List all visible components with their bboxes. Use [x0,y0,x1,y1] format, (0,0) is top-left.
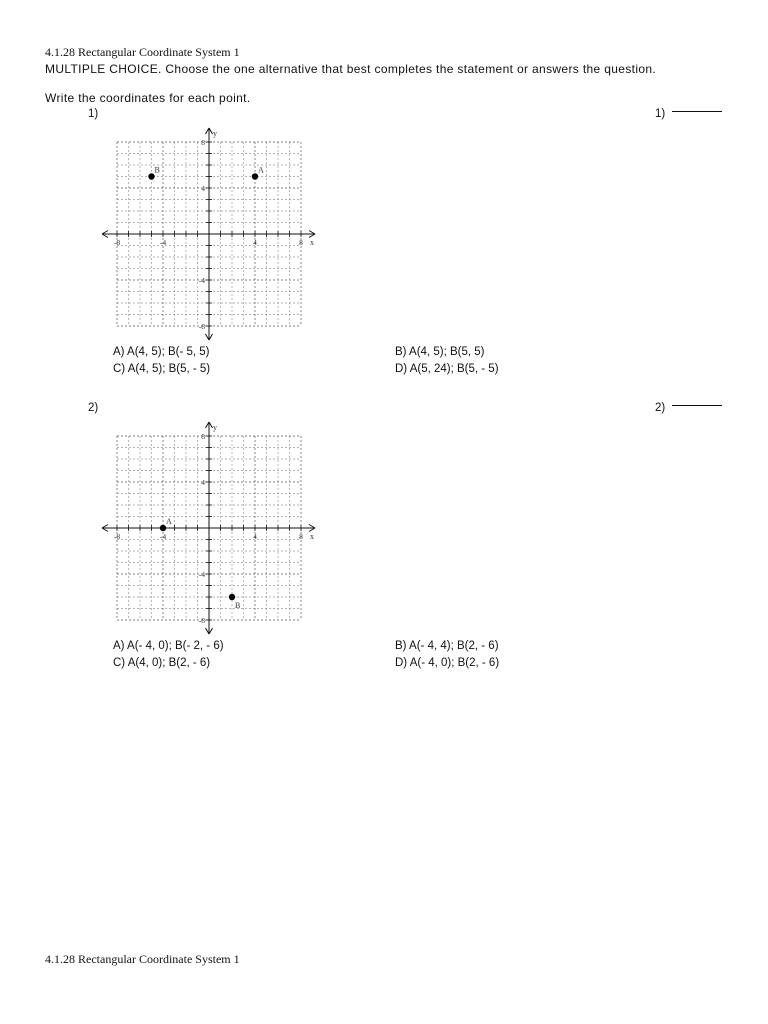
x-tick-label: -4 [159,238,167,247]
y-tick-label: 8 [201,432,205,441]
x-tick-label: 4 [253,238,257,247]
y-axis-label: y [213,423,217,432]
coordinate-graph-2 [100,418,322,638]
answer-2-blank[interactable] [672,405,722,406]
answer-1-number: 1) [655,108,666,120]
point-b [229,594,235,600]
y-tick-label: -8 [198,616,205,625]
x-tick-label: 8 [299,238,303,247]
question-1-number: 1) [88,108,99,120]
instructions-text: MULTIPLE CHOICE. Choose the one alternative that best completes the statement or answers the question. [45,62,657,76]
question-1-choice-b[interactable]: B) A(4, 5); B(5, 5) [395,346,485,358]
question-2-number: 2) [88,402,99,414]
x-tick-label: -4 [159,532,167,541]
point-label-b: B [235,601,241,610]
y-tick-label: 4 [201,184,205,193]
question-2-choice-a[interactable]: A) A(- 4, 0); B(- 2, - 6) [113,640,224,652]
x-axis-label: x [310,532,314,541]
question-prompt: Write the coordinates for each point. [45,91,251,105]
question-2-choice-d[interactable]: D) A(- 4, 0); B(2, - 6) [395,657,500,669]
x-tick-label: -8 [113,532,121,541]
x-axis-label: x [310,238,314,247]
x-tick-label: 4 [253,532,257,541]
point-label-a: A [258,165,264,175]
question-1-choice-c[interactable]: C) A(4, 5); B(5, - 5) [113,363,211,375]
point-label-b: B [154,165,160,175]
question-1-choice-d[interactable]: D) A(5, 24); B(5, - 5) [395,363,499,375]
answer-2-number: 2) [655,402,666,414]
y-tick-label: 8 [201,138,205,147]
y-axis-label: y [213,129,217,138]
answer-1-blank[interactable] [672,111,722,112]
question-2-choice-c[interactable]: C) A(4, 0); B(2, - 6) [113,657,211,669]
page-header: 4.1.28 Rectangular Coordinate System 1 [45,45,240,59]
y-tick-label: -4 [198,570,205,579]
x-tick-label: 8 [299,532,303,541]
y-tick-label: -4 [198,276,205,285]
point-label-a: A [166,517,172,526]
question-1-choice-a[interactable]: A) A(4, 5); B(- 5, 5) [113,346,210,358]
page-footer: 4.1.28 Rectangular Coordinate System 1 [45,952,240,966]
y-tick-label: 4 [201,478,205,487]
y-tick-label: -8 [198,322,205,331]
coordinate-graph-1 [100,124,322,344]
x-tick-label: -8 [113,238,121,247]
question-2-choice-b[interactable]: B) A(- 4, 4); B(2, - 6) [395,640,499,652]
